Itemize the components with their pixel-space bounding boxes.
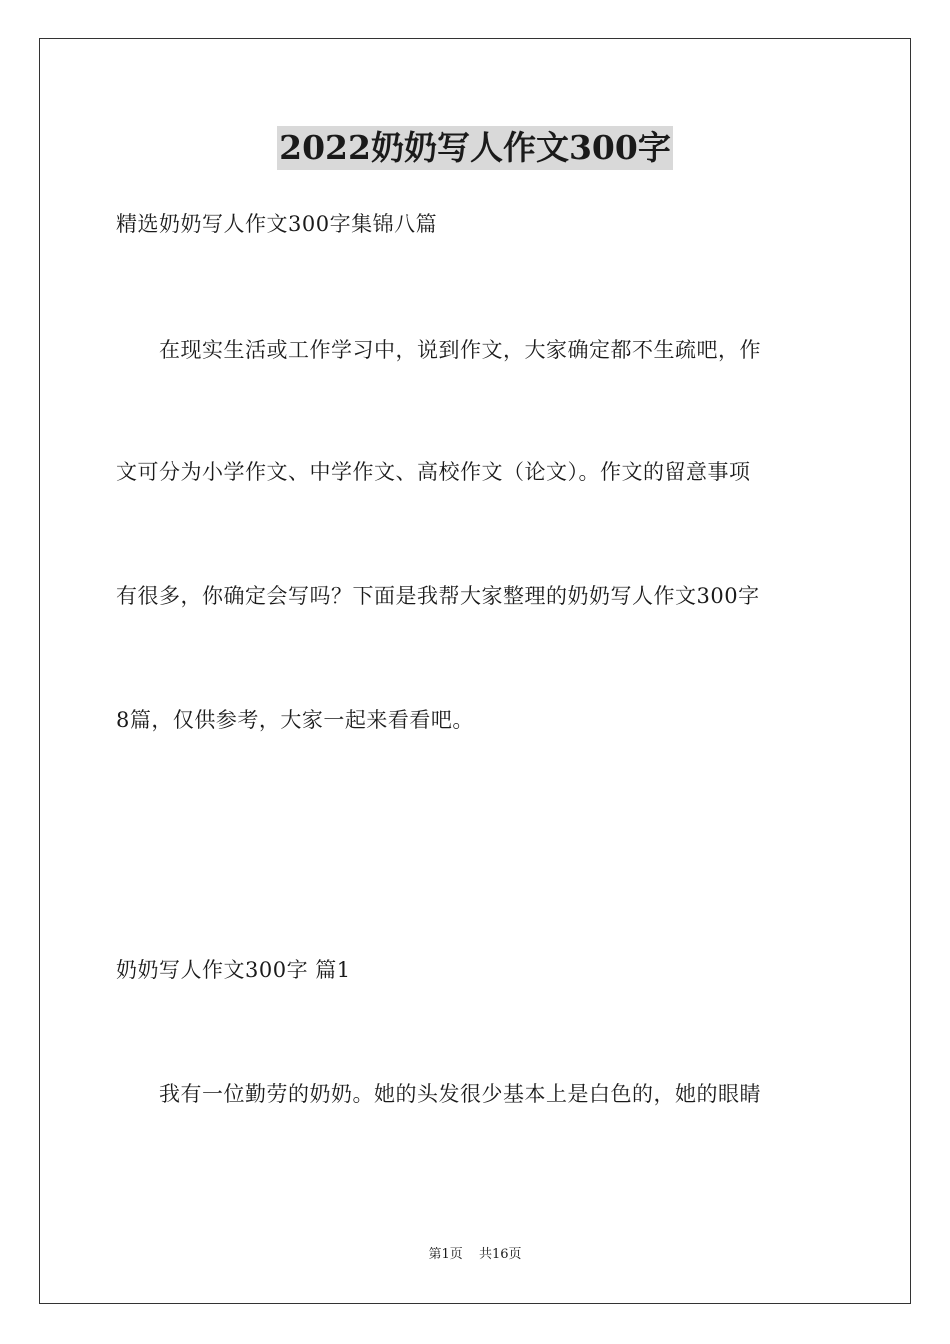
- document-subtitle: 精选奶奶写人作文300字集锦八篇: [116, 212, 438, 236]
- page-footer: [0, 1246, 950, 1264]
- intro-line-1: 在现实生活或工作学习中，说到作文，大家确定都不生疏吧，作: [116, 338, 761, 362]
- section-heading: 奶奶写人作文300字 篇1: [116, 958, 351, 982]
- intro-line-3: 有很多，你确定会写吗？下面是我帮大家整理的奶奶写人作文300字: [116, 584, 760, 608]
- title-container: [0, 126, 950, 170]
- page-number-total: 共16页: [478, 1247, 522, 1262]
- section-line-1: 我有一位勤劳的奶奶。她的头发很少基本上是白色的，她的眼睛: [116, 1082, 761, 1106]
- intro-line-4: 8篇，仅供参考，大家一起来看看吧。: [116, 708, 474, 732]
- document-title: 2022奶奶写人作文300字: [277, 126, 673, 170]
- page-number-current: 第1页: [428, 1247, 463, 1262]
- intro-line-2: 文可分为小学作文、中学作文、高校作文（论文）。作文的留意事项: [116, 460, 751, 484]
